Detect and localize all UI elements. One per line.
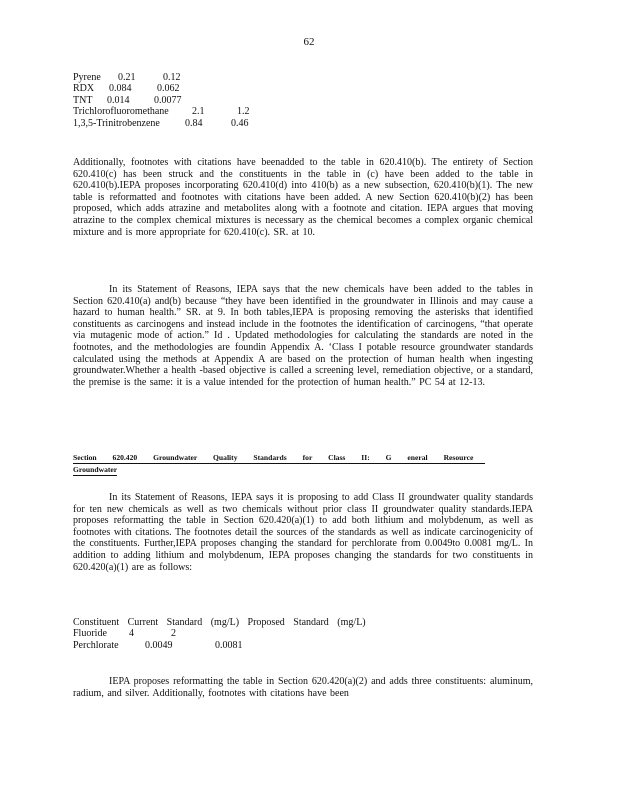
constituent-name: Fluoride [73,628,107,640]
paragraph-new-chemicals: In its Statement of Reasons, IEPA says that the new chemicals have been added to the tables in Section 620.410(a) and(b) because “they have been identified in the groundwater in Illinois and may cause a hazard to human health.” SR. at 9. In both tables,IEPA is proposing removing the asterisks that identified constituents as carcinogens and instead include in the footnotes the identification of carcinogens, “that operate via mutagenic mode of action.” Id . Updated methodologies for calculating the standards are noted in the footnotes, and the methodologies are foundin Appendix A. ‘Class I potable resource groundwater standards calculated using the methods at Appendix A are based on the protection of human health when ingesting groundwater.Whether a health -based objective is called a screening level, remediation objective, or a standard, the premise is the same: it is a value intended for the protection of human health.” PC 54 at 12-13. [73,284,533,388]
chemical-value-2: 1.2 [237,106,250,118]
current-standard: 0.0049 [145,639,173,651]
chemical-value-1: 0.084 [109,83,132,95]
paragraph-reformatting: IEPA proposes reformatting the table in Section 620.420(a)(2) and adds three constituents: aluminum, radium, and silver. Additionally, footnotes with citations have been [73,676,533,699]
table-header [73,617,473,628]
constituent-name: Perchlorate [73,639,119,651]
paragraph-atrazine: Additionally, footnotes with citations have beenadded to the table in 620.410(b). The entirety of Section 620.410(c) has been struck and the constituents in the table in (c) have been added to the table in 620.410(b).IEPA proposes incorporating 620.410(d) into 410(b) as a new subsection, 620.410(b)(1). The new table is reformatted and footnotes with citations have been added. A new Section 620.410(b)(2) has been proposed, which adds atrazine and metabolites along with a footnote and citation. IEPA argues that moving atrazine to the complex chemical mixtures is necessary as the chemical becomes a complex organic chemical mixture and is more appropriate for 620.410(c). SR. at 10. [73,157,533,238]
chemical-value-1: 0.21 [118,72,136,83]
chemical-name: TNT [73,94,93,106]
table-row [73,628,473,639]
chemical-name: Trichlorofluoromethane [73,106,169,118]
page-number: 62 [303,36,315,48]
chemical-value-2: 0.0077 [154,94,182,106]
table-row [73,640,473,651]
chemical-value-1: 2.1 [192,106,205,118]
chemical-value-1: 0.014 [107,94,130,106]
chemical-value-2: 0.062 [157,83,180,95]
paragraph-class-ii: In its Statement of Reasons, IEPA says it is proposing to add Class II groundwater quality standards for ten new chemicals as well as two chemicals without prior class II groundwater quality standards.IEPA proposes reformatting the table in Section 620.420(a)(1) to add both lithium and molybdenum, as well as footnotes with citations. The footnotes detail the sources of the standards as well as indicate carcinogenicity of the constituents. Further,IEPA proposes changing the standard for perchlorate from 0.0049to 0.0081 mg/L. In addition to adding lithium and molybdenum, IEPA proposes changing the standards for two constituents in 620.420(a)(1) are as follows: [73,492,533,573]
chemical-name: Pyrene [73,72,101,83]
chemical-value-1: 0.84 [185,117,203,129]
current-standard: 4 [129,628,134,640]
table-header-text: Constituent Current Standard (mg/L) Proposed Standard (mg/L) [73,617,366,628]
chemical-value-2: 0.46 [231,117,249,129]
chemical-value-2: 0.12 [163,72,181,83]
section-heading-line: Groundwater [73,465,118,474]
chemical-name: RDX [73,83,95,95]
section-heading [73,452,485,476]
proposed-standard: 0.0081 [215,639,243,651]
proposed-standard: 2 [171,628,176,640]
constituents-table [73,617,473,651]
chemical-name: 1,3,5-Trinitrobenzene [73,117,160,129]
section-heading-line: Section 620.420 Groundwater Quality Standards for Class II: G eneral Resource [73,452,485,464]
